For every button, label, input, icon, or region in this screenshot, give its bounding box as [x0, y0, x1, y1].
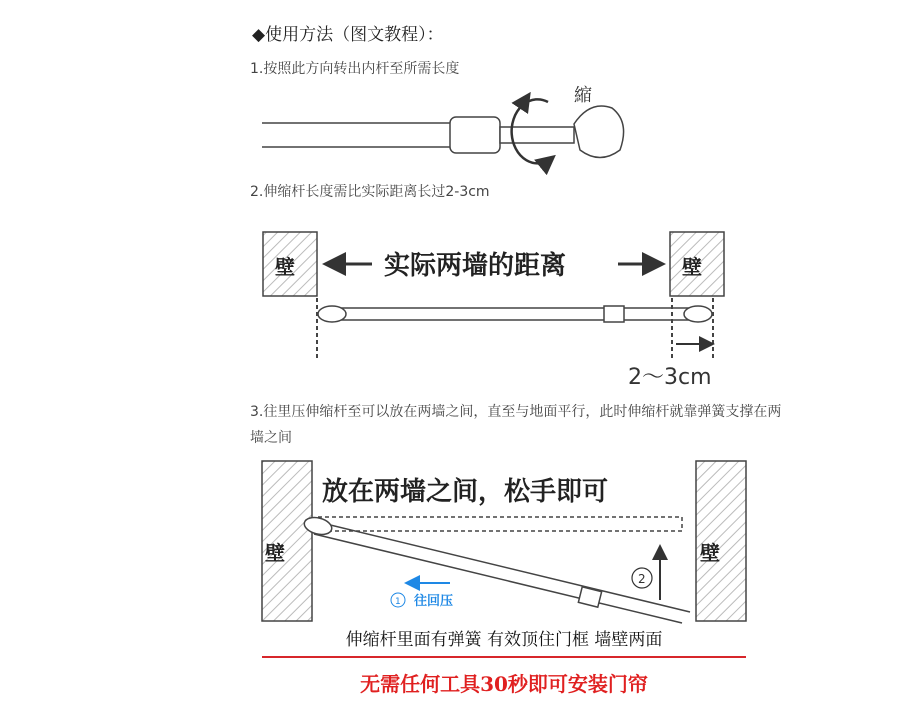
step-3-text: 3.往里压伸缩杆至可以放在两墙之间，直至与地面平行，此时伸缩杆就靠弹簧支撑在两墙之间	[250, 404, 782, 446]
distance-label: 实际两墙的距离	[384, 251, 567, 281]
bottom-caption: 伸缩杆里面有弹簧 有效顶住门框 墙壁两面	[345, 630, 663, 650]
diagram-1-rod	[262, 85, 624, 163]
push-back-label: 往回压	[414, 594, 454, 609]
diagram-2	[263, 232, 724, 390]
diagram-3	[262, 461, 746, 623]
step-1-text: 1.按照此方向转出内杆至所需长度	[250, 61, 460, 77]
right-wall-label: 壁	[682, 255, 702, 279]
place-instruction: 放在两墙之间，松手即可	[322, 477, 609, 507]
left-wall-label-3: 壁	[265, 541, 285, 565]
promo-text: 无需任何工具30秒即可安装门帘	[360, 672, 648, 696]
gap-label: 2～3cm	[628, 365, 712, 390]
marker-1: 1	[395, 597, 401, 607]
divider-line	[262, 656, 746, 658]
shrink-label: 縮	[574, 85, 592, 106]
marker-2: 2	[638, 572, 646, 586]
right-wall-label-3: 壁	[700, 541, 720, 565]
page-heading: ◆使用方法（图文教程）：	[252, 25, 444, 45]
step-2-text: 2.伸缩杆长度需比实际距离长过2-3cm	[250, 184, 490, 200]
left-wall-label: 壁	[275, 255, 295, 279]
